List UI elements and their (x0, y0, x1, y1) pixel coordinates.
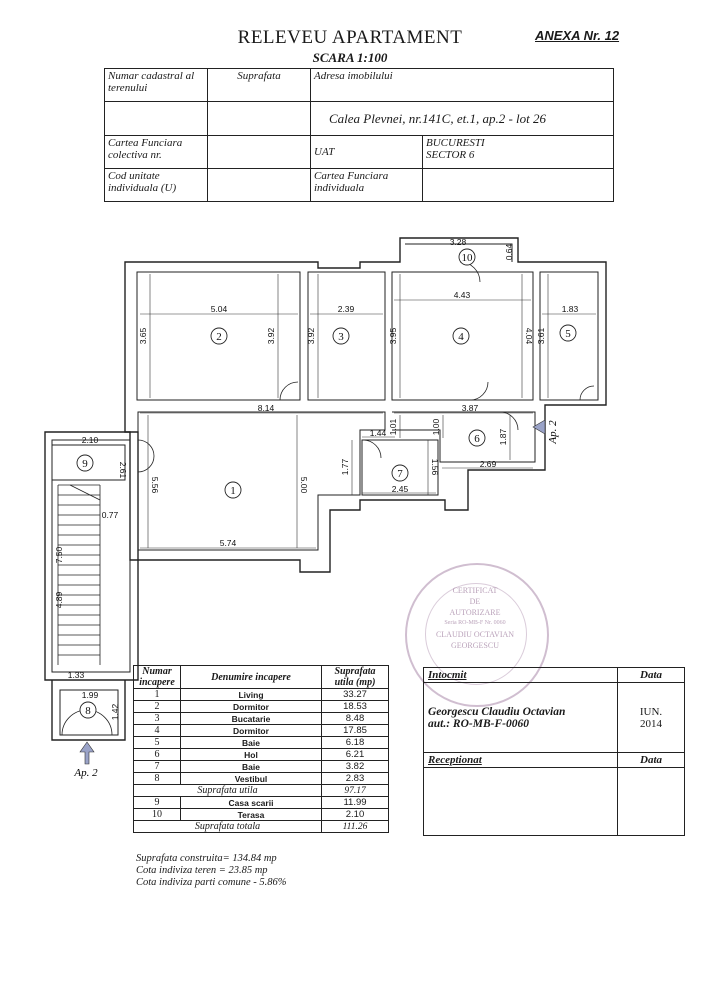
dim-1.99: 1.99 (81, 690, 99, 700)
room-3-number: 3 (338, 331, 344, 343)
dim-1.44: 1.44 (369, 428, 387, 438)
address-label: Adresa imobilului (311, 69, 614, 102)
table-row: 10 Terasa 2.10 (134, 809, 389, 821)
table-row: 2 Dormitor 18.53 (134, 701, 389, 713)
dim-1.42: 1.42 (110, 703, 120, 721)
annex-label: ANEXA Nr. 12 (535, 28, 620, 43)
dim-2.39: 2.39 (337, 304, 355, 314)
area-notes (136, 853, 287, 889)
dim-1.83: 1.83 (561, 304, 579, 314)
useful-area-row: Suprafata utila 97.17 (134, 785, 389, 797)
document-title: RELEVEU APARTAMENT (237, 27, 463, 48)
dim-5.00: 5.00 (299, 476, 309, 494)
built-area-note: Suprafata construita= 134.84 mp (136, 853, 277, 864)
dim-3.28: 3.28 (449, 237, 467, 247)
dim-2.10: 2.10 (81, 435, 99, 445)
dim-3.92a: 3.92 (266, 327, 276, 345)
cf-collective-label: Cartea Funciara colectiva nr. (105, 136, 208, 169)
table-row: 5 Baie 6.18 (134, 737, 389, 749)
room-10-number: 10 (461, 252, 473, 264)
dim-5.04: 5.04 (210, 304, 228, 314)
dim-2.45: 2.45 (391, 484, 409, 494)
dim-0.64: 0.64 (504, 243, 514, 261)
dim-2.61: 2.61 (118, 461, 128, 479)
entrance-label-right: Ap. 2 (547, 420, 559, 444)
entrance-label-bottom: Ap. 2 (74, 767, 98, 779)
cadastral-label: Numar cadastral al terenului (105, 69, 208, 102)
cf-individual-label: Cartea Funciara individuala (311, 169, 423, 202)
rooms-header-area: Suprafata utila (mp) (322, 666, 389, 689)
dim-3.65: 3.65 (138, 327, 148, 345)
table-row: 3 Bucatarie 8.48 (134, 713, 389, 725)
author-block: Georgescu Claudiu Octavian aut.: RO-MB-F-0060 (424, 683, 618, 753)
dim-3.95: 3.95 (388, 327, 398, 345)
dim-2.69: 2.69 (479, 459, 497, 469)
dim-4.43: 4.43 (453, 290, 471, 300)
land-share-note: Cota indiviza teren = 23.85 mp (136, 865, 268, 876)
table-row: 8 Vestibul 2.83 (134, 773, 389, 785)
table-row: 9 Casa scarii 11.99 (134, 797, 389, 809)
dim-5.56: 5.56 (150, 476, 160, 494)
dim-1.33: 1.33 (67, 670, 85, 680)
date-value: IUN. 2014 (618, 683, 685, 753)
dim-1.00: 1.00 (431, 418, 441, 436)
dim-3.61: 3.61 (536, 327, 546, 345)
room-5-number: 5 (565, 328, 571, 340)
surface-label: Suprafata (208, 69, 311, 102)
room-7-number: 7 (397, 468, 403, 480)
table-row: 6 Hol 6.21 (134, 749, 389, 761)
table-row: 1 Living 33.27 (134, 689, 389, 701)
entrance-arrow-icon (80, 742, 94, 764)
dim-1.77: 1.77 (340, 458, 350, 476)
uat-value: BUCURESTI SECTOR 6 (423, 136, 614, 169)
dim-3.92b: 3.92 (306, 327, 316, 345)
room-8-number: 8 (85, 705, 91, 717)
date-label-2: Data (618, 753, 685, 768)
drawn-by-label: Intocmit (424, 668, 618, 683)
room-9-number: 9 (82, 458, 88, 470)
date-label: Data (618, 668, 685, 683)
room-1-number: 1 (230, 485, 236, 497)
room-4-number: 4 (458, 331, 464, 343)
dim-8.14: 8.14 (257, 403, 275, 413)
common-share-note: Cota indiviza parti comune - 5.86% (136, 877, 287, 888)
rooms-header-number: Numar incapere (134, 666, 181, 689)
signature-table (423, 667, 685, 836)
total-area-row: Suprafata totala 111.26 (134, 821, 389, 833)
table-row: 4 Dormitor 17.85 (134, 725, 389, 737)
dim-7.50: 7.50 (54, 546, 64, 564)
stamp-text: CERTIFICAT DE AUTORIZARE Seria RO-MB-F Nr. 0060 CLAUDIU OCTAVIAN GEORGESCU (435, 586, 515, 650)
rooms-table (133, 665, 389, 833)
rooms-header-name: Denumire incapere (181, 666, 322, 689)
dim-3.87: 3.87 (461, 403, 479, 413)
dim-1.01: 1.01 (388, 418, 398, 436)
uat-label: UAT (311, 136, 423, 169)
received-label: Receptionat (424, 753, 618, 768)
dim-0.77: 0.77 (101, 510, 119, 520)
dim-4.04: 4.04 (524, 327, 534, 345)
outer-wall (125, 238, 606, 572)
dim-5.74: 5.74 (219, 538, 237, 548)
table-row: 7 Baie 3.82 (134, 761, 389, 773)
dim-4.89: 4.89 (54, 591, 64, 609)
room-6-number: 6 (474, 433, 480, 445)
address-value: Calea Plevnei, nr.141C, et.1, ap.2 - lot 26 (311, 102, 614, 136)
room-2-number: 2 (216, 331, 222, 343)
dim-1.56: 1.56 (430, 458, 440, 476)
scale-label: SCARA 1:100 (312, 50, 388, 65)
unit-code-label: Cod unitate individuala (U) (105, 169, 208, 202)
dim-1.87: 1.87 (498, 428, 508, 446)
